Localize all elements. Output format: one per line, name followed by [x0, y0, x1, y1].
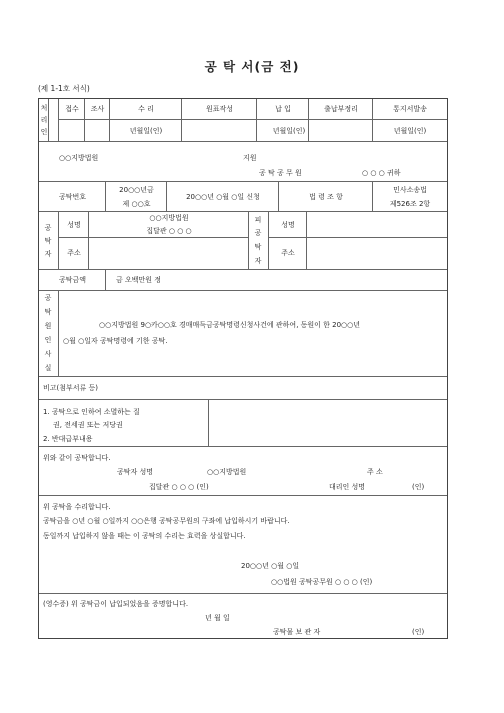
depositor-name-bailiff: 집달관 ○ ○ ○	[146, 227, 192, 235]
header-notice: 통지서발송	[393, 105, 427, 113]
depositor-name-label: 성명	[67, 221, 81, 229]
agent-seal: (인)	[412, 483, 425, 491]
cause-label-1: 공	[44, 294, 52, 302]
cause-label-2: 탁	[44, 308, 52, 316]
depositee-label-1: 피	[254, 216, 262, 224]
receipt-keeper: 공탁물 보 관 자	[273, 628, 321, 636]
header-cell	[182, 99, 257, 120]
depositee-address-label: 주소	[281, 249, 295, 257]
cause-label-4: 인	[44, 336, 52, 344]
processing-label-3: 인	[40, 128, 48, 136]
office-officer-name: ○ ○ ○ 귀하	[362, 169, 401, 177]
header-receipt: 접수	[65, 105, 79, 113]
processing-label-cell	[39, 99, 49, 141]
extinguish-line-3: 2. 반대급부내용	[43, 435, 93, 443]
header-cell	[110, 99, 182, 120]
header-cell	[257, 99, 309, 120]
receipt-seal: (인)	[412, 628, 425, 636]
header-ledger: 출납부정리	[324, 105, 358, 113]
office-section	[39, 141, 447, 181]
receipt-date: 년 월 일	[205, 614, 230, 622]
acceptance-line-1: 위 공탁을 수리합니다.	[43, 503, 111, 511]
cause-line-1: ○○지방법원 9○카○○호 경매매득금공탁명령신청사건에 관하여, 동원이 한 20○○년	[99, 321, 361, 329]
cause-label-3: 원	[44, 322, 52, 330]
law-label: 법 령 조 항	[309, 193, 343, 201]
processing-label-1: 처	[40, 104, 48, 112]
cause-label-cell	[39, 290, 59, 376]
depositee-label-2: 공	[254, 229, 262, 237]
declaration-court: ○○지방법원	[207, 468, 247, 476]
depositor-label-1: 공	[44, 224, 52, 232]
depositor-label-3: 자	[44, 250, 52, 258]
depositor-name-court: ○○지방법원	[149, 214, 189, 222]
header-survey: 조사	[90, 105, 105, 113]
acceptance-line-2: 공탁금을 ○년 ○월 ○일까지 ○○은행 공탁공무원의 구좌에 납입하시기 바랍니다.	[43, 517, 290, 525]
office-officer: 공 탁 공 무 원	[259, 169, 302, 177]
depositee-label-3: 탁	[254, 243, 262, 251]
processing-label-2: 리	[40, 116, 48, 124]
cause-line-2: ○월 ○일자 공탁명령에 기한 공탁.	[63, 337, 168, 345]
office-court: ○○지방법원	[59, 154, 99, 162]
office-branch: 지원	[243, 154, 257, 162]
deposit-year: 20○○년금	[119, 186, 154, 194]
depositor-label-cell	[39, 211, 59, 269]
declaration-address-label: 주 소	[367, 468, 383, 476]
header-cell	[85, 99, 110, 120]
declaration-section	[39, 446, 447, 495]
extinguish-line-1: 1. 공탁으로 인하여 소멸하는 질	[43, 408, 140, 416]
header-record: 원표작성	[205, 105, 234, 113]
application-date: 20○○년 ○월 ○일 신청	[186, 193, 260, 201]
deposit-number: 제 ○○호	[122, 200, 151, 208]
deposit-form	[38, 98, 448, 639]
form-number: (제 1-1호 서식)	[38, 84, 90, 93]
acceptance-officer: ○○법원 공탁공무원 ○ ○ ○ (인)	[271, 578, 373, 586]
depositor-label-2: 탁	[44, 237, 52, 245]
agent-name-label: 대리인 성명	[329, 483, 366, 491]
acceptance-section	[39, 495, 447, 593]
cause-label-5: 사	[44, 350, 52, 358]
amount-label: 공탁금액	[58, 276, 87, 284]
receipt-section	[39, 593, 447, 638]
header-cell	[59, 99, 85, 120]
cause-content	[59, 290, 447, 376]
header-accept: 수 리	[138, 105, 154, 113]
notice-date: 년월일(인)	[393, 127, 427, 135]
extinguish-section	[39, 399, 209, 446]
acceptance-date: 20○○년 ○월 ○일	[241, 562, 300, 570]
header-cell	[373, 99, 447, 120]
declaration-line-1: 위와 같이 공탁합니다.	[43, 454, 111, 462]
law-article-2: 제526조 2항	[389, 200, 431, 208]
acceptance-line-3: 동일까지 납입하지 않을 때는 이 공탁의 수리는 효력을 상실합니다.	[43, 532, 246, 540]
depositee-name-label: 성명	[281, 221, 295, 229]
amount-value: 금 오백만원 정	[116, 276, 162, 284]
deposit-number-label: 공탁번호	[58, 193, 87, 201]
depositor-sign-label: 공탁자 성명	[117, 468, 154, 476]
receipt-line-1: (영수증) 위 공탁금이 납입되었음을 증명합니다.	[43, 600, 189, 608]
declaration-bailiff: 집달관 ○ ○ ○ (인)	[149, 483, 209, 491]
payment-date: 년월일(인)	[272, 127, 306, 135]
depositor-address-label: 주소	[67, 249, 81, 257]
law-article-1: 민사소송법	[393, 186, 427, 194]
depositee-label-4: 자	[254, 257, 262, 265]
header-cell	[309, 99, 373, 120]
depositee-label-cell	[249, 211, 269, 269]
extinguish-line-2: 권, 전세권 또는 저당권	[53, 421, 123, 429]
document-title: 공 탁 서(금 전)	[204, 59, 300, 74]
remarks-label: 비고(첨부서류 등)	[43, 384, 99, 392]
accept-date: 년월일(인)	[129, 127, 163, 135]
header-payment: 납 입	[275, 105, 291, 113]
cause-label-6: 실	[44, 364, 52, 372]
